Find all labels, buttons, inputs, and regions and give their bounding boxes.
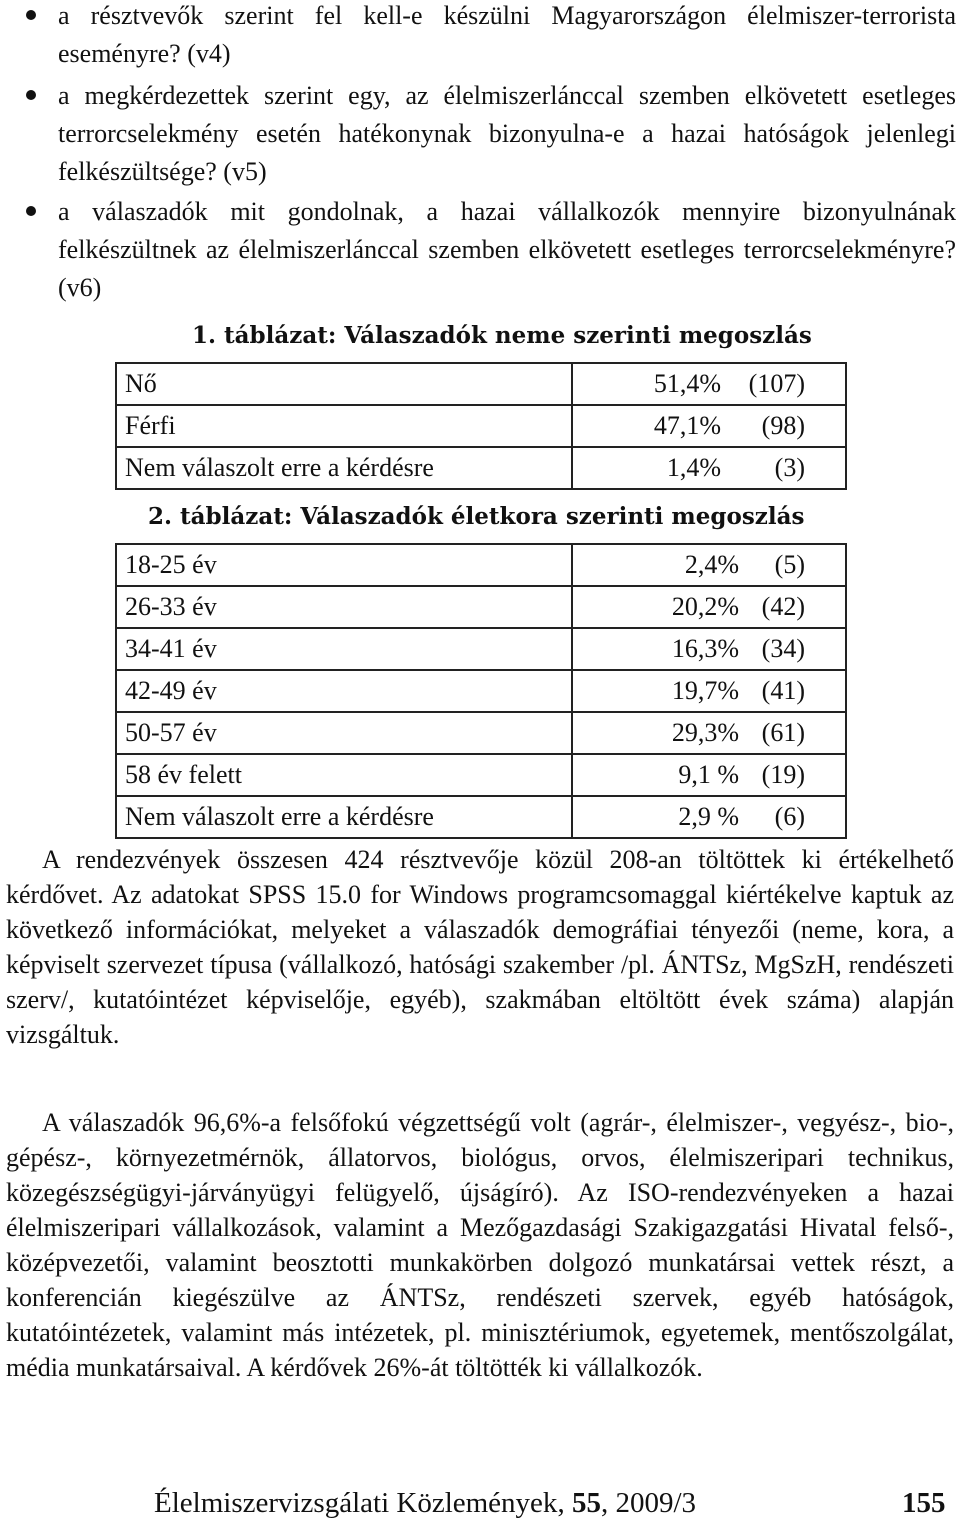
row-value (572, 712, 846, 754)
list-item (6, 193, 956, 307)
row-percent: 16,3% (671, 634, 739, 663)
list-item-text: a válaszadók mit gondolnak, a hazai vállalkozók mennyire bizonyulnának felkészültnek az élelmiszerlánccal szemben elkövetett esetleges terrorcselekményre? (v6) (58, 197, 956, 302)
bullet-icon (26, 10, 36, 20)
age-distribution-table (115, 543, 847, 839)
row-label: 26-33 év (116, 586, 572, 628)
row-value (572, 628, 846, 670)
row-value (572, 544, 846, 586)
table-row (116, 447, 846, 489)
table-row (116, 363, 846, 405)
row-percent: 2,9 % (678, 802, 739, 831)
journal-name: Élelmiszervizsgálati Közlemények (154, 1487, 558, 1519)
table-1-caption: 1. táblázat: Válaszadók neme szerinti megoszlás (192, 322, 812, 349)
row-percent: 9,1 % (678, 760, 739, 789)
row-count: (3) (774, 453, 805, 482)
table-2-caption: 2. táblázat: Válaszadók életkora szerinti megoszlás (148, 503, 805, 530)
row-label: 58 év felett (116, 754, 572, 796)
bullet-icon (26, 90, 36, 100)
journal-volume: 55 (571, 1487, 601, 1519)
list-item (6, 0, 956, 71)
row-label: Nő (116, 363, 572, 405)
row-label: 50-57 év (116, 712, 572, 754)
row-count: (5) (774, 550, 805, 579)
paragraph-methods: A rendezvények összesen 424 résztvevője közül 208-an töltöttek ki értékelhető kérdővet. Az adatokat SPSS 15.0 for Windows programcsomaggal kiértékelve kaptuk az következő információkat, melyeket a válaszadók demográfiai tényezői (neme, kora, a képviselt szervezet típusa (vállalkozó, hatósági szakember /pl. ÁNTSz, MgSzH, rendészeti szerv/, kutatóintézet képviselője, egyéb), szakmában eltöltött évek száma) alapján vizsgáltuk. (6, 845, 954, 1049)
row-count: (98) (761, 411, 805, 440)
table-row (116, 712, 846, 754)
table-row (116, 796, 846, 838)
row-value (572, 754, 846, 796)
row-percent: 19,7% (671, 676, 739, 705)
gender-distribution-table (115, 362, 847, 490)
journal-issue: 2009/3 (615, 1487, 696, 1519)
row-label: Nem válaszolt erre a kérdésre (116, 447, 572, 489)
row-label: 18-25 év (116, 544, 572, 586)
journal-footer: Élelmiszervizsgálati Közlemények, 55, 2009/3 (154, 1487, 696, 1519)
row-count: (6) (774, 802, 805, 831)
row-count: (41) (761, 676, 805, 705)
table-row (116, 628, 846, 670)
row-count: (42) (761, 592, 805, 621)
row-value (572, 363, 846, 405)
row-label: 42-49 év (116, 670, 572, 712)
row-value (572, 405, 846, 447)
question-list (6, 0, 956, 307)
table-row (116, 405, 846, 447)
row-count: (34) (761, 634, 805, 663)
row-label: 34-41 év (116, 628, 572, 670)
row-count: (107) (748, 369, 805, 398)
row-percent: 51,4% (653, 369, 721, 398)
page-number: 155 (902, 1487, 946, 1519)
row-count: (19) (761, 760, 805, 789)
row-label: Nem válaszolt erre a kérdésre (116, 796, 572, 838)
row-count: (61) (761, 718, 805, 747)
list-item (6, 77, 956, 191)
table-row (116, 754, 846, 796)
row-percent: 47,1% (653, 411, 721, 440)
row-value (572, 447, 846, 489)
table-row (116, 670, 846, 712)
row-value (572, 670, 846, 712)
row-percent: 2,4% (684, 550, 739, 579)
row-percent: 20,2% (671, 592, 739, 621)
bullet-icon (26, 206, 36, 216)
row-percent: 29,3% (671, 718, 739, 747)
list-item-text: a résztvevők szerint fel kell-e készülni Magyarországon élelmiszer-terrorista eseményre? (v4) (58, 1, 956, 68)
row-percent: 1,4% (666, 453, 721, 482)
table-row (116, 544, 846, 586)
list-item-text: a megkérdezettek szerint egy, az élelmiszerlánccal szemben elkövetett esetleges terrorcselekmény esetén hatékonynak bizonyulna-e a hazai hatóságok jelenlegi felkészültsége? (v5) (58, 81, 956, 186)
row-value (572, 586, 846, 628)
table-row (116, 586, 846, 628)
row-label: Férfi (116, 405, 572, 447)
row-value (572, 796, 846, 838)
paragraph-respondents: A válaszadók 96,6%-a felsőfokú végzettségű volt (agrár-, élelmiszer-, vegyész-, bio-, gépész-, környezetmérnök, állatorvos, biológus, orvos, élelmiszeripari technikus, közegészségügyi-járványügyi felügyelő, újságíró). Az ISO-rendezvényeken a hazai élelmiszeripari vállalkozások, valamint a Mezőgazdasági Szakigazgatási Hivatal felső-, középvezetői, valamint beosztotti munkakörben dolgozó munkatársai vettek részt, a konferencián kiegészülve az ÁNTSz, rendészeti szervek, egyéb hatóságok, kutatóintézetek, valamint más intézetek, pl. minisztériumok, egyetemek, mentőszolgálat, média munkatársaival. A kérdővek 26%-át töltötték ki vállalkozók. (6, 1108, 954, 1382)
